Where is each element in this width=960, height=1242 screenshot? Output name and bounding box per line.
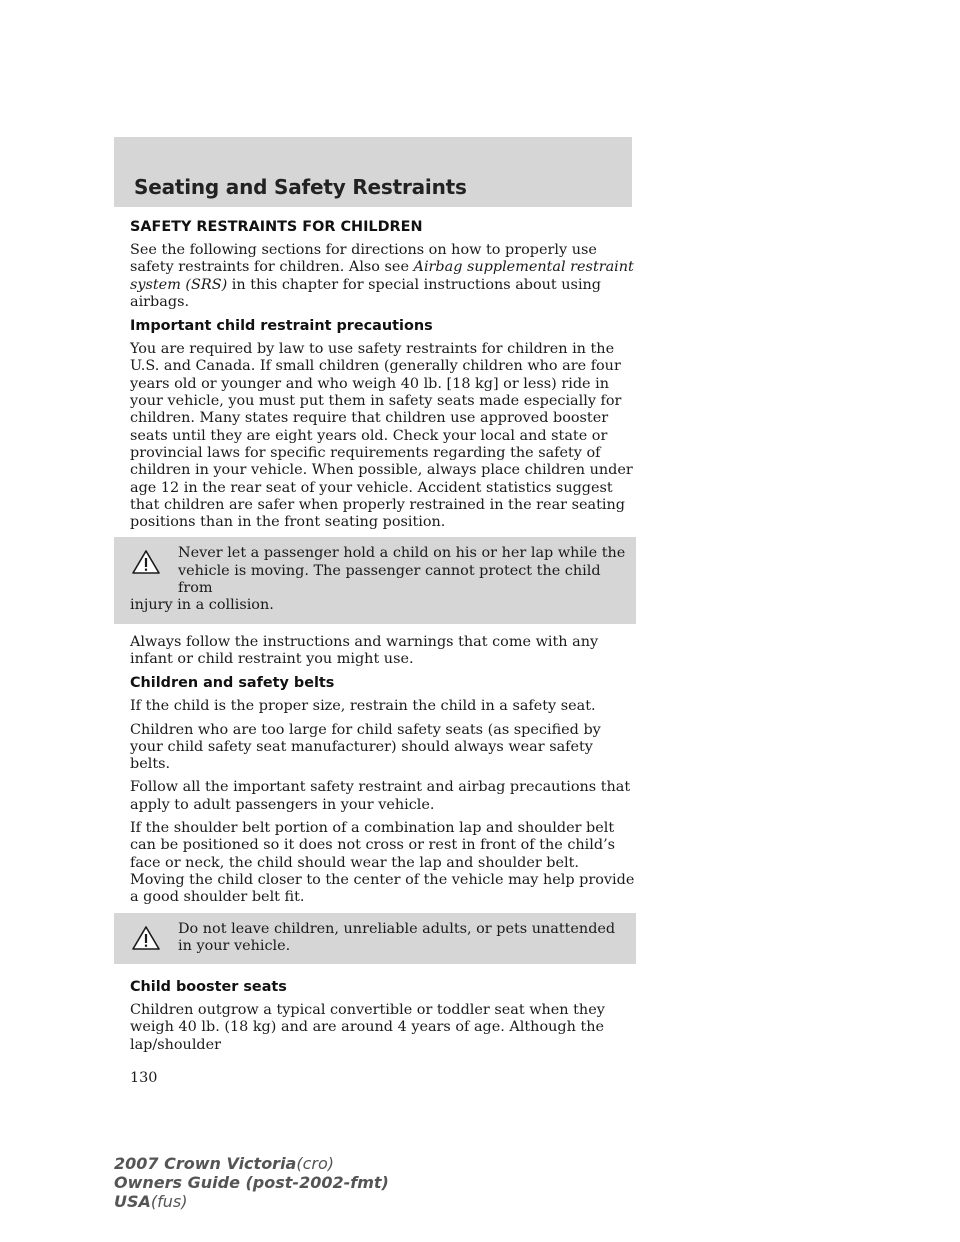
page-content [130, 218, 636, 1093]
precautions-heading: Important child restraint precautions [130, 318, 433, 335]
follow-instructions-paragraph: Always follow the instructions and warnings that come with any infant or child restraint you might use. [130, 633, 599, 667]
section-title: SAFETY RESTRAINTS FOR CHILDREN [130, 219, 423, 235]
belts-paragraph-1: If the child is the proper size, restrain the child in a safety seat. [130, 698, 596, 715]
warning-box-lap [114, 537, 636, 623]
belts-paragraph-3: Follow all the important safety restraint and airbag precautions that apply to adult passengers in your vehicle. [130, 779, 631, 813]
warning-unattended-text: Do not leave children, unreliable adults, or pets unattended in your vehicle. [178, 920, 616, 954]
document-footer [114, 1154, 389, 1211]
belts-heading: Children and safety belts [130, 675, 335, 692]
footer-line-2: Owners Guide (post-2002-fmt) [114, 1173, 389, 1192]
warning-lap-rest: injury in a collision. [130, 597, 274, 614]
precautions-paragraph: You are required by law to use safety restraints for children in the U.S. and Canada. If small children (generally children who are four years old or younger and who weigh 40 lb. [18 kg] or less) ride in your vehicle, you must put them in safety seats made especially for children. Many states require that children use approved booster seats until they are eight years old. Check your local and state or provincial laws for specific requirements regarding the safety of children in your vehicle. When possible, always place children under age 12 in the rear seat of your vehicle. Accident statistics suggest that children are safer when properly restrained in the rear seating positions than in the front seating position. [130, 341, 633, 531]
warning-triangle-icon [131, 925, 161, 951]
srs-reference: Airbag supplemental restraint system (SRS) [130, 259, 634, 293]
belts-paragraph-4: If the shoulder belt portion of a combination lap and shoulder belt can be positioned so it does not cross or rest in front of the child’s face or neck, the child should wear the lap and shoulder belt. Moving the child closer to the center of the vehicle may help provide a good shoulder belt fit. [130, 820, 635, 906]
warning-box-unattended [114, 913, 636, 965]
booster-paragraph: Children outgrow a typical convertible or toddler seat when they weigh 40 lb. (18 kg) and are around 4 years of age. Although the lap/shoulder [130, 1002, 605, 1053]
warning-lap-lead: Never let a passenger hold a child on his or her lap while the vehicle is moving. The passenger cannot protect the child from [178, 545, 626, 597]
warning-triangle-icon [131, 549, 161, 575]
section-header-title: Seating and Safety Restraints [134, 175, 467, 199]
footer-line-3: USA(fus) [114, 1192, 188, 1211]
intro-paragraph: See the following sections for directions on how to properly use safety restraints for children. Also see Airbag supplemental restraint system (SRS) in this chapter for special instructions about using airbags. [130, 242, 634, 310]
belts-paragraph-2: Children who are too large for child safety seats (as specified by your child safety seat manufacturer) should always wear safety belts. [130, 721, 601, 773]
footer-line-1: 2007 Crown Victoria(cro) [114, 1154, 335, 1173]
section-header-band [114, 137, 632, 207]
booster-heading: Child booster seats [130, 979, 287, 996]
page-number: 130 [130, 1069, 158, 1086]
